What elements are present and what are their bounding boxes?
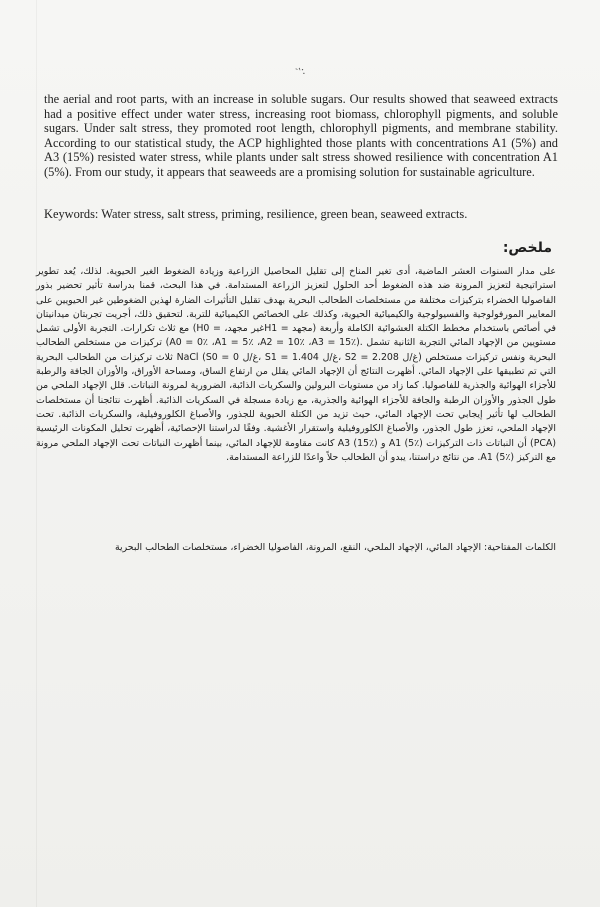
english-abstract-text: the aerial and root parts, with an increase in soluble sugars. Our results showed that seaweed extracts had a positive effect under water stress, increasing root biomass, chlorophyll pigments, and soluble sugars. Under salt stress, they promoted root length, chlorophyll pigments, and membrane stability. According to our statistical study, the ACP highlighted those plants with concentrations A1 (5%) and A3 (15%) resisted water stress, while plants under salt stress showed resilience with concentration A1 (5%). From our study, it appears that seaweeds are a promising solution for sustainable agriculture. <box>44 92 558 179</box>
arabic-keywords: الكلمات المفتاحية: الإجهاد المائي، الإجهاد الملحي، النقع، المرونة، الفاصوليا الخضراء، مستخلصات الطحالب البحرية <box>115 542 556 553</box>
stray-mark: `': <box>294 64 307 80</box>
english-keywords: Keywords: Water stress, salt stress, priming, resilience, green bean, seaweed extracts. <box>44 207 468 221</box>
arabic-abstract-text: على مدار السنوات العشر الماضية، أدى تغير المناخ إلى تقليل المحاصيل الزراعية وزيادة الضغوط الغير الحيوية. لذلك، يُعد تطوير استراتيجية لتعزيز المرونة ضد هذه الضغوط أحد الحلول لتعزيز الزراعة المستدامة. في هذا البحث، قمنا بدراسة تأثير تحضير بذور الفاصوليا الخضراء بتركيزات مختلفة من مستخلصات الطحالب البحرية بهدف تقليل التأثيرات الضارة لهذين الضغوطين غير الحيويين على المعايير المورفولوجية والفسيولوجية والكيميائية الحيوية، وكذلك على الخصائص الكيميائية للتربة. لتحقيق ذلك، أجريت تجربتان ميدانيتان في أصائص باستخدام مخطط الكتلة العشوائية الكاملة وأربعة (مجهد = H1غير مجهد، = H0) مع ثلاث تكرارات. التجربة الأولى تشمل مستويين من الإجهاد المائي التجربة الثانية تشمل .(A0 = 0٪ ،A1 = 5٪ ،A2 = 10٪ ،A3 = 15٪) تركيزات من مستخلص الطحالب البحرية ونفس تركيزات مستخلص (غ/ل S2 = 2.208 ،غ/ل S1 = 1.404 ،غ/ل S0 = 0) NaCl ثلاث تركيزات من الطحالب البحرية التي تم تطبيقها على الإجهاد المائي. أظهرت النتائج أن الإجهاد المائي يقلل من ارتفاع الساق، ومساحة الأوراق، والأوزان الجافة والرطبة للأجزاء الهوائية والجذرية للفاصوليا. كما زاد من مستويات البرولين والسكريات الذائبة، الضرورية لمرونة النباتات. قلل الإجهاد الملحي من طول الجذور والأوزان الرطبة والجافة للأجزاء الهوائية والجذرية، مع زيادة مسجلة في السكريات الذائبة. أظهرت نتائجنا أن مستخلصات الطحالب لها تأثير إيجابي تحت الإجهاد المائي، حيث تزيد من الكتلة الحيوية للجذور، والأصباغ الكلوروفيلية، والسكريات الذائبة. تحت الإجهاد الملحي، تعزز طول الجذور، والأصباغ الكلوروفيلية واستقرار الأغشية. وفقًا لدراستنا الإحصائية، أظهرت تحليل المكونات الرئيسية (PCA) أن النباتات ذات التركيزات A1 (5٪) و A3 (15٪) كانت مقاومة للإجهاد المائي، بينما أظهرت النباتات تحت الإجهاد الملحي مرونة مع التركيز A1 (5٪). من نتائج دراستنا، يبدو أن الطحالب حلاً واعدًا للزراعة المستدامة. <box>36 266 556 463</box>
arabic-abstract-title: ملخص: <box>502 240 552 256</box>
